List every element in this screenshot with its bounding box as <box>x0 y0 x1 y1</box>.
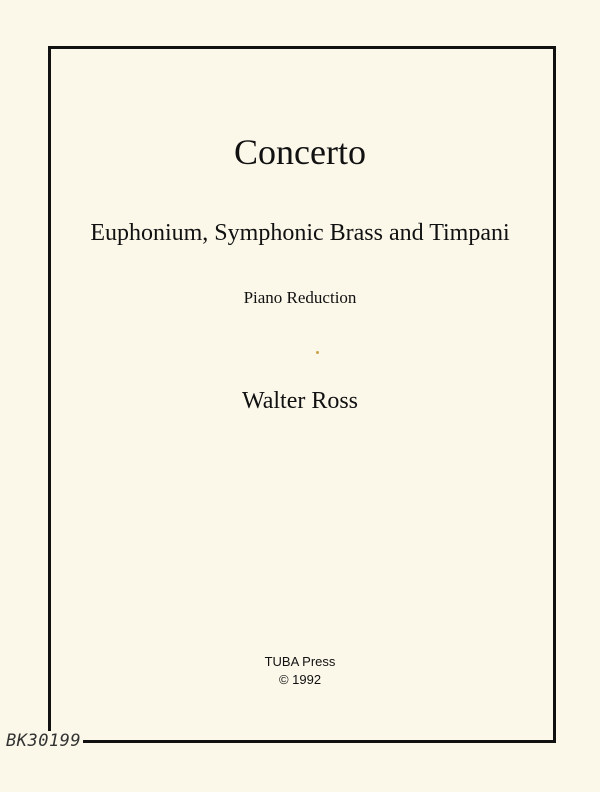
paper-speck <box>316 351 319 354</box>
edition-label: Piano Reduction <box>243 288 357 307</box>
publisher-name: TUBA Press <box>264 654 336 669</box>
copyright-line: © 1992 <box>278 672 322 687</box>
instrumentation-subtitle: Euphonium, Symphonic Brass and Timpani <box>90 220 510 246</box>
composer-name: Walter Ross <box>241 388 359 414</box>
handwritten-catalog-number: BK30199 <box>6 731 82 751</box>
score-title: Concerto <box>234 132 366 172</box>
